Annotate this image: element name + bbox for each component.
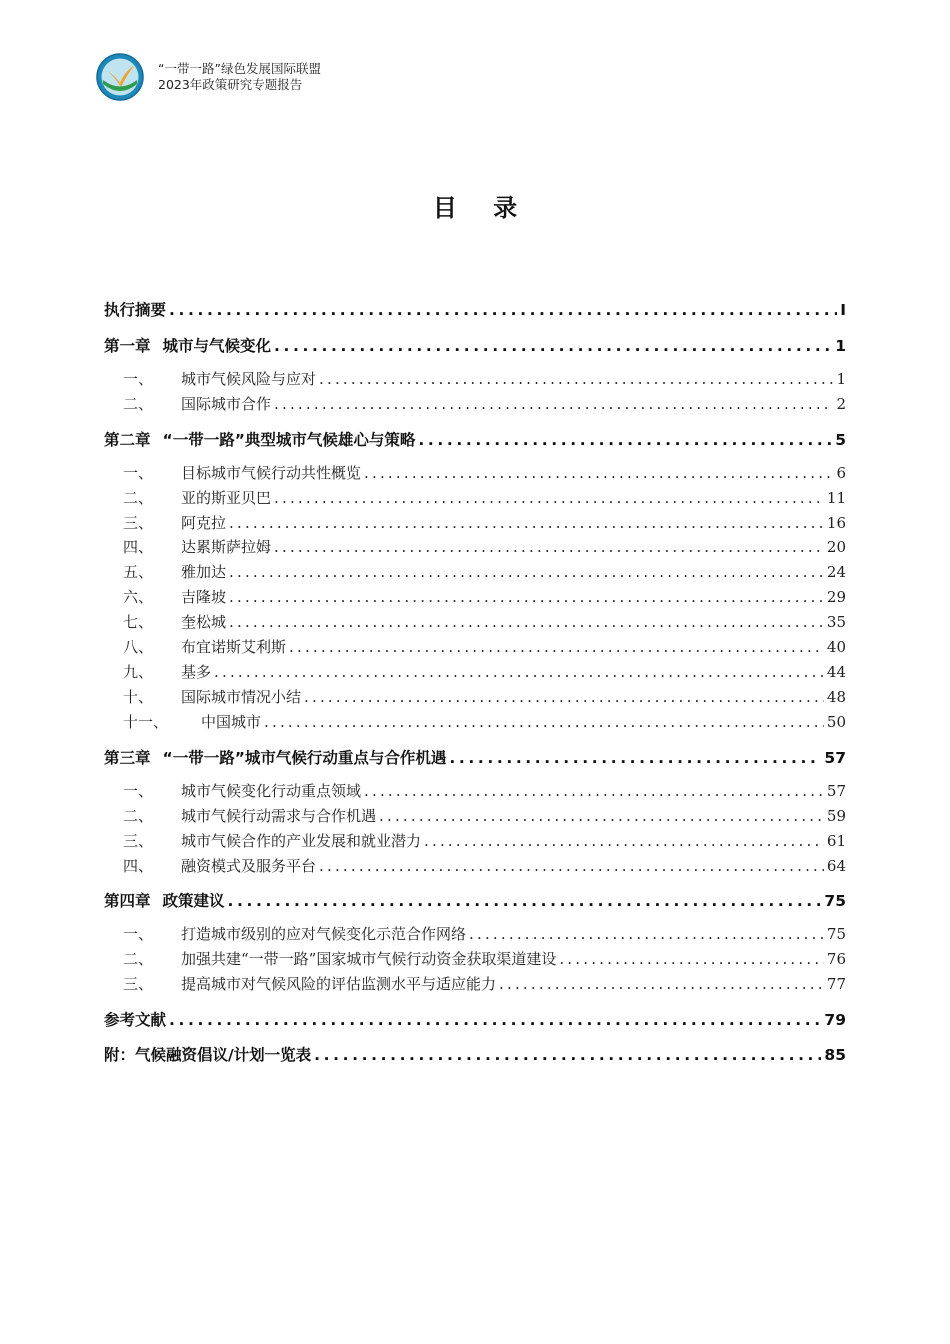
toc-dot-leader [229, 563, 824, 581]
toc-entry-number: 三、 [123, 975, 154, 993]
toc-entry[interactable] [104, 636, 846, 657]
header-org-line2: 2023年政策研究专题报告 [158, 77, 303, 92]
toc-entry-number: 十一、 [123, 713, 169, 731]
toc-entry-number: 一、 [123, 782, 154, 800]
page-header [96, 53, 321, 101]
toc-entry-label: “一带一路”城市气候行动重点与合作机遇 [162, 749, 447, 767]
toc-entry-label: 亚的斯亚贝巴 [181, 489, 272, 507]
toc-entry-number: 第四章 [104, 892, 151, 910]
toc-entry[interactable] [104, 512, 846, 533]
toc-entry[interactable] [104, 1043, 846, 1065]
toc-entry-page-number: 11 [826, 489, 846, 507]
toc-dot-leader [364, 464, 833, 482]
toc-entry-page-number: 75 [826, 925, 846, 943]
toc-entry-number: 二、 [123, 807, 154, 825]
brig-alliance-globe-logo-icon [96, 53, 144, 101]
toc-entry-label: 城市气候风险与应对 [181, 370, 317, 388]
toc-entry-number: 九、 [123, 663, 154, 681]
toc-dot-leader [214, 663, 824, 681]
toc-entry-number: 六、 [123, 588, 154, 606]
toc-entry[interactable] [104, 855, 846, 876]
toc-entry[interactable] [104, 1008, 846, 1030]
toc-entry-number: 四、 [123, 857, 154, 875]
toc-entry-number: 二、 [123, 395, 154, 413]
toc-dot-leader [289, 638, 824, 656]
toc-dot-leader [229, 588, 824, 606]
toc-dot-leader [314, 1046, 821, 1064]
toc-entry-page-number: 64 [826, 857, 846, 875]
toc-entry-label: 布宜诺斯艾利斯 [181, 638, 287, 656]
toc-entry-page-number: 44 [826, 663, 846, 681]
toc-entry-number: 八、 [123, 638, 154, 656]
toc-entry-label: 基多 [181, 663, 212, 681]
toc-dot-leader [418, 431, 832, 449]
toc-entry[interactable] [104, 780, 846, 801]
toc-entry[interactable] [104, 661, 846, 682]
toc-entry-label: 加强共建“一带一路”国家城市气候行动资金获取渠道建设 [181, 950, 557, 968]
page-title: 目 录 [432, 194, 532, 222]
toc-dot-leader [449, 749, 821, 767]
toc-entry-label: 城市气候行动需求与合作机遇 [181, 807, 377, 825]
toc-dot-leader [274, 538, 824, 556]
toc-entry-number: 一、 [123, 370, 154, 388]
toc-entry-label: 参考文献 [104, 1011, 167, 1029]
toc-entry-page-number: 35 [826, 613, 846, 631]
toc-entry-page-number: 40 [826, 638, 846, 656]
toc-entry[interactable] [104, 428, 846, 450]
toc-entry-page-number: I [840, 301, 846, 319]
toc-entry-label: 城市气候合作的产业发展和就业潜力 [181, 832, 422, 850]
toc-entry[interactable] [104, 462, 846, 483]
toc-entry-label: 提高城市对气候风险的评估监测水平与适应能力 [181, 975, 497, 993]
toc-entry-page-number: 2 [836, 395, 846, 413]
toc-dot-leader [274, 337, 832, 355]
toc-dot-leader [274, 489, 824, 507]
toc-entry-number: 三、 [123, 514, 154, 532]
toc-entry[interactable] [104, 298, 846, 320]
toc-entry[interactable] [104, 393, 846, 414]
toc-entry-number: 五、 [123, 563, 154, 581]
toc-entry[interactable] [104, 487, 846, 508]
toc-entry-page-number: 59 [826, 807, 846, 825]
toc-entry[interactable] [104, 561, 846, 582]
toc-entry-label: 城市与气候变化 [162, 337, 272, 355]
toc-entry-number: 七、 [123, 613, 154, 631]
toc-dot-leader [319, 370, 833, 388]
toc-entry-page-number: 20 [826, 538, 846, 556]
toc-entry-page-number: 77 [826, 975, 846, 993]
toc-dot-leader [559, 950, 824, 968]
toc-dot-leader [169, 301, 837, 319]
toc-entry-page-number: 29 [826, 588, 846, 606]
toc-entry-number: 一、 [123, 464, 154, 482]
toc-dot-leader [229, 514, 824, 532]
toc-entry[interactable] [104, 830, 846, 851]
header-org-line1: “一带一路”绿色发展国际联盟 [158, 61, 321, 76]
toc-dot-leader [499, 975, 824, 993]
toc-entry[interactable] [104, 923, 846, 944]
toc-entry-label: 附：气候融资倡议/计划一览表 [104, 1046, 312, 1064]
toc-entry-label: 城市气候变化行动重点领域 [181, 782, 362, 800]
toc-entry-page-number: 24 [826, 563, 846, 581]
toc-entry-number: 第二章 [104, 431, 151, 449]
toc-entry-label: 执行摘要 [104, 301, 167, 319]
toc-entry-page-number: 48 [826, 688, 846, 706]
toc-entry-number: 十、 [123, 688, 154, 706]
toc-dot-leader [319, 857, 824, 875]
toc-entry-page-number: 1 [836, 370, 846, 388]
toc-entry[interactable] [104, 948, 846, 969]
toc-entry-page-number: 75 [824, 892, 846, 910]
toc-entry-number: 第三章 [104, 749, 151, 767]
toc-dot-leader [264, 713, 824, 731]
toc-entry-page-number: 79 [824, 1011, 846, 1029]
toc-entry-label: 中国城市 [201, 713, 262, 731]
toc-dot-leader [304, 688, 824, 706]
toc-entry-page-number: 57 [824, 749, 846, 767]
toc-dot-leader [424, 832, 824, 850]
toc-entry-label: “一带一路”典型城市气候雄心与策略 [162, 431, 416, 449]
toc-entry[interactable] [104, 611, 846, 632]
toc-entry[interactable] [104, 746, 846, 768]
toc-entry-number: 二、 [123, 489, 154, 507]
toc-entry[interactable] [104, 889, 846, 911]
toc-entry-page-number: 85 [824, 1046, 846, 1064]
toc-entry-label: 政策建议 [162, 892, 225, 910]
toc-entry-label: 雅加达 [181, 563, 227, 581]
toc-entry-page-number: 1 [835, 337, 846, 355]
toc-entry-number: 三、 [123, 832, 154, 850]
toc-dot-leader [274, 395, 833, 413]
toc-entry-page-number: 76 [826, 950, 846, 968]
toc-entry-number: 二、 [123, 950, 154, 968]
toc-entry-label: 融资模式及服务平台 [181, 857, 317, 875]
toc-dot-leader [364, 782, 824, 800]
toc-entry-page-number: 57 [826, 782, 846, 800]
toc-entry[interactable] [104, 711, 846, 732]
toc-entry-label: 阿克拉 [181, 514, 227, 532]
toc-entry[interactable] [104, 536, 846, 557]
toc-entry-label: 吉隆坡 [181, 588, 227, 606]
toc-entry-number: 四、 [123, 538, 154, 556]
toc-entry-label: 奎松城 [181, 613, 227, 631]
toc-entry[interactable] [104, 973, 846, 994]
toc-entry-page-number: 50 [826, 713, 846, 731]
toc-dot-leader [469, 925, 824, 943]
toc-entry-number: 第一章 [104, 337, 151, 355]
toc-dot-leader [169, 1011, 821, 1029]
toc-entry-label: 国际城市合作 [181, 395, 272, 413]
toc-entry-number: 一、 [123, 925, 154, 943]
toc-entry[interactable] [104, 805, 846, 826]
toc-entry-label: 国际城市情况小结 [181, 688, 302, 706]
toc-entry[interactable] [104, 334, 846, 356]
toc-entry-label: 目标城市气候行动共性概览 [181, 464, 362, 482]
toc-entry-page-number: 6 [836, 464, 846, 482]
toc-entry-label: 打造城市级别的应对气候变化示范合作网络 [181, 925, 467, 943]
toc-entry-page-number: 16 [826, 514, 846, 532]
toc-entry[interactable] [104, 586, 846, 607]
toc-entry[interactable] [104, 686, 846, 707]
toc-entry-label: 达累斯萨拉姆 [181, 538, 272, 556]
toc-entry-page-number: 61 [826, 832, 846, 850]
header-text [158, 61, 321, 93]
toc-dot-leader [229, 613, 824, 631]
toc-dot-leader [379, 807, 824, 825]
toc-entry[interactable] [104, 368, 846, 389]
toc-dot-leader [228, 892, 822, 910]
toc-entry-page-number: 5 [835, 431, 846, 449]
